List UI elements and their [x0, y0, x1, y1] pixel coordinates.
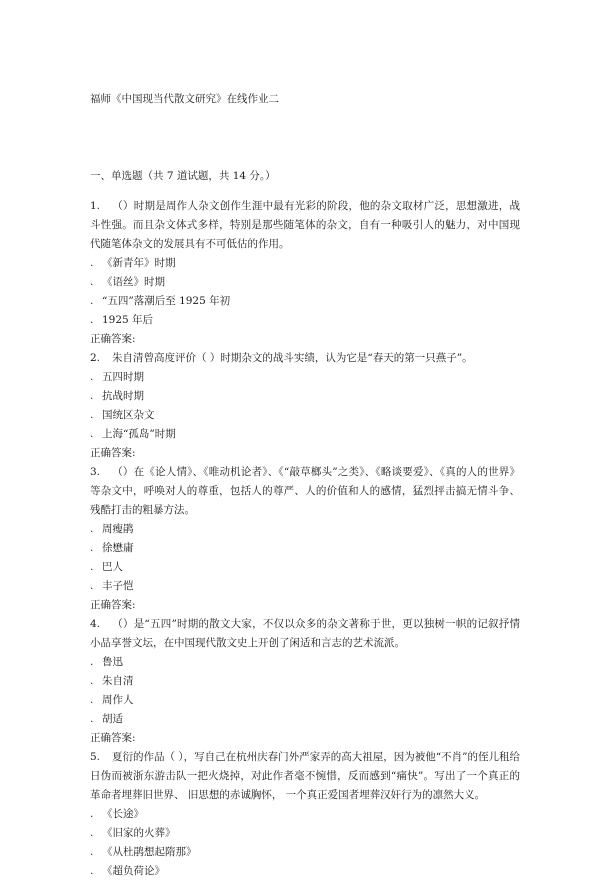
option-marker: .	[90, 371, 94, 383]
answer-option	[90, 558, 520, 577]
answer-option	[90, 843, 520, 862]
option-marker: .	[90, 409, 94, 421]
option-marker: .	[90, 675, 94, 687]
option-list	[90, 805, 520, 881]
option-label: 胡适	[102, 713, 123, 725]
answer-option	[90, 368, 520, 387]
option-list	[90, 254, 520, 330]
question-text: 夏衍的作品（ ），写自己在杭州庆春门外严家弄的高大祖屋，因为被他“不肖”的侄儿租给日伪而被浙东游击队一把火烧掉，对此作者毫不惋惜，反而感到“痛快”。写出了一个真正的革命者埋葬旧世界、 旧思想的赤诚胸怀， 一个真正爱国者埋葬汉奸行为的凛然大义。	[90, 751, 520, 801]
option-marker: .	[90, 656, 94, 668]
option-label: 《旧家的火葬》	[102, 827, 176, 839]
question-list	[90, 197, 520, 881]
question-stem	[90, 463, 520, 520]
question-stem	[90, 197, 520, 254]
question-number: 1.	[90, 200, 101, 212]
option-label: 《从杜鹃想起隋那》	[102, 846, 197, 858]
option-label: 周作人	[102, 694, 134, 706]
option-list	[90, 368, 520, 444]
option-marker: .	[90, 865, 94, 877]
option-list	[90, 653, 520, 729]
question-item	[90, 748, 520, 881]
option-marker: .	[90, 580, 94, 592]
option-label: 抗战时期	[102, 390, 144, 402]
option-label: 《长途》	[102, 808, 144, 820]
option-marker: .	[90, 428, 94, 440]
option-label: 丰子恺	[102, 580, 134, 592]
option-marker: .	[90, 523, 94, 535]
option-label: 巴人	[102, 561, 123, 573]
answer-option	[90, 577, 520, 596]
question-item	[90, 463, 520, 615]
option-label: 鲁迅	[102, 656, 123, 668]
answer-option	[90, 425, 520, 444]
option-marker: .	[90, 295, 94, 307]
question-item	[90, 615, 520, 748]
option-label: 周瘦鹃	[102, 523, 134, 535]
question-item	[90, 197, 520, 349]
question-text: （）是“五四”时期的散文大家，不仅以众多的杂文著称于世，更以独树一帜的记叙抒情小品享誉文坛，在中国现代散文史上开创了闲适和言志的艺术流派。	[90, 618, 520, 649]
answer-option	[90, 406, 520, 425]
option-label: 上海“孤岛”时期	[102, 428, 176, 440]
option-marker: .	[90, 561, 94, 573]
option-marker: .	[90, 694, 94, 706]
option-marker: .	[90, 542, 94, 554]
answer-option	[90, 710, 520, 729]
question-stem	[90, 349, 520, 368]
document-title: 福师《中国现当代散文研究》在线作业二	[90, 93, 279, 105]
question-number: 4.	[90, 618, 101, 630]
question-text: （）时期是周作人杂文创作生涯中最有光彩的阶段，他的杂文取材广泛，思想激进，战斗性强。而且杂文体式多样，特别是那些随笔体的杂文，自有一种吸引人的魅力，对中国现代随笔体杂文的发展具有不可低估的作用。	[90, 200, 520, 250]
answer-option	[90, 254, 520, 273]
answer-option	[90, 520, 520, 539]
option-marker: .	[90, 257, 94, 269]
option-marker: .	[90, 314, 94, 326]
answer-option	[90, 387, 520, 406]
option-list	[90, 520, 520, 596]
correct-answer-label: 正确答案:	[90, 333, 136, 345]
option-marker: .	[90, 390, 94, 402]
option-label: 1925 年后	[102, 314, 154, 326]
question-stem	[90, 748, 520, 805]
question-text: （）在《论人情》、《唯动机论者》、《“敲草榔头”之类》、《略谈要爱》、《真的人的世界》等杂文中，呼唤对人的尊重，包括人的尊严、人的价值和人的感情，猛烈抨击搞无情斗争、残酷打击的粗暴方法。	[90, 466, 520, 516]
question-number: 3.	[90, 466, 101, 478]
option-marker: .	[90, 827, 94, 839]
section-heading: 一、单选题（共 7 道试题，共 14 分。）	[90, 170, 276, 182]
question-stem	[90, 615, 520, 653]
option-label: 《新青年》时期	[102, 257, 176, 269]
option-marker: .	[90, 713, 94, 725]
option-label: 国统区杂文	[102, 409, 155, 421]
question-text: 朱自清曾高度评价（ ）时期杂文的战斗实绩，认为它是“春天的第一只燕子”。	[112, 352, 473, 364]
answer-option	[90, 539, 520, 558]
option-label: “五四”落潮后至 1925 年初	[102, 295, 231, 307]
correct-answer-label: 正确答案:	[90, 732, 136, 744]
answer-option	[90, 862, 520, 881]
option-marker: .	[90, 846, 94, 858]
correct-answer-label: 正确答案:	[90, 599, 136, 611]
option-marker: .	[90, 276, 94, 288]
option-label: 徐懋庸	[102, 542, 134, 554]
question-number: 2.	[90, 352, 101, 364]
correct-answer-label: 正确答案:	[90, 447, 136, 459]
option-label: 五四时期	[102, 371, 144, 383]
question-number: 5.	[90, 751, 101, 763]
answer-option	[90, 672, 520, 691]
option-label: 朱自清	[102, 675, 134, 687]
answer-option	[90, 273, 520, 292]
option-label: 《超负荷论》	[102, 865, 165, 877]
option-marker: .	[90, 808, 94, 820]
answer-option	[90, 805, 520, 824]
answer-option	[90, 292, 520, 311]
answer-option	[90, 824, 520, 843]
answer-option	[90, 691, 520, 710]
answer-option	[90, 311, 520, 330]
question-item	[90, 349, 520, 463]
answer-option	[90, 653, 520, 672]
option-label: 《语丝》时期	[102, 276, 165, 288]
